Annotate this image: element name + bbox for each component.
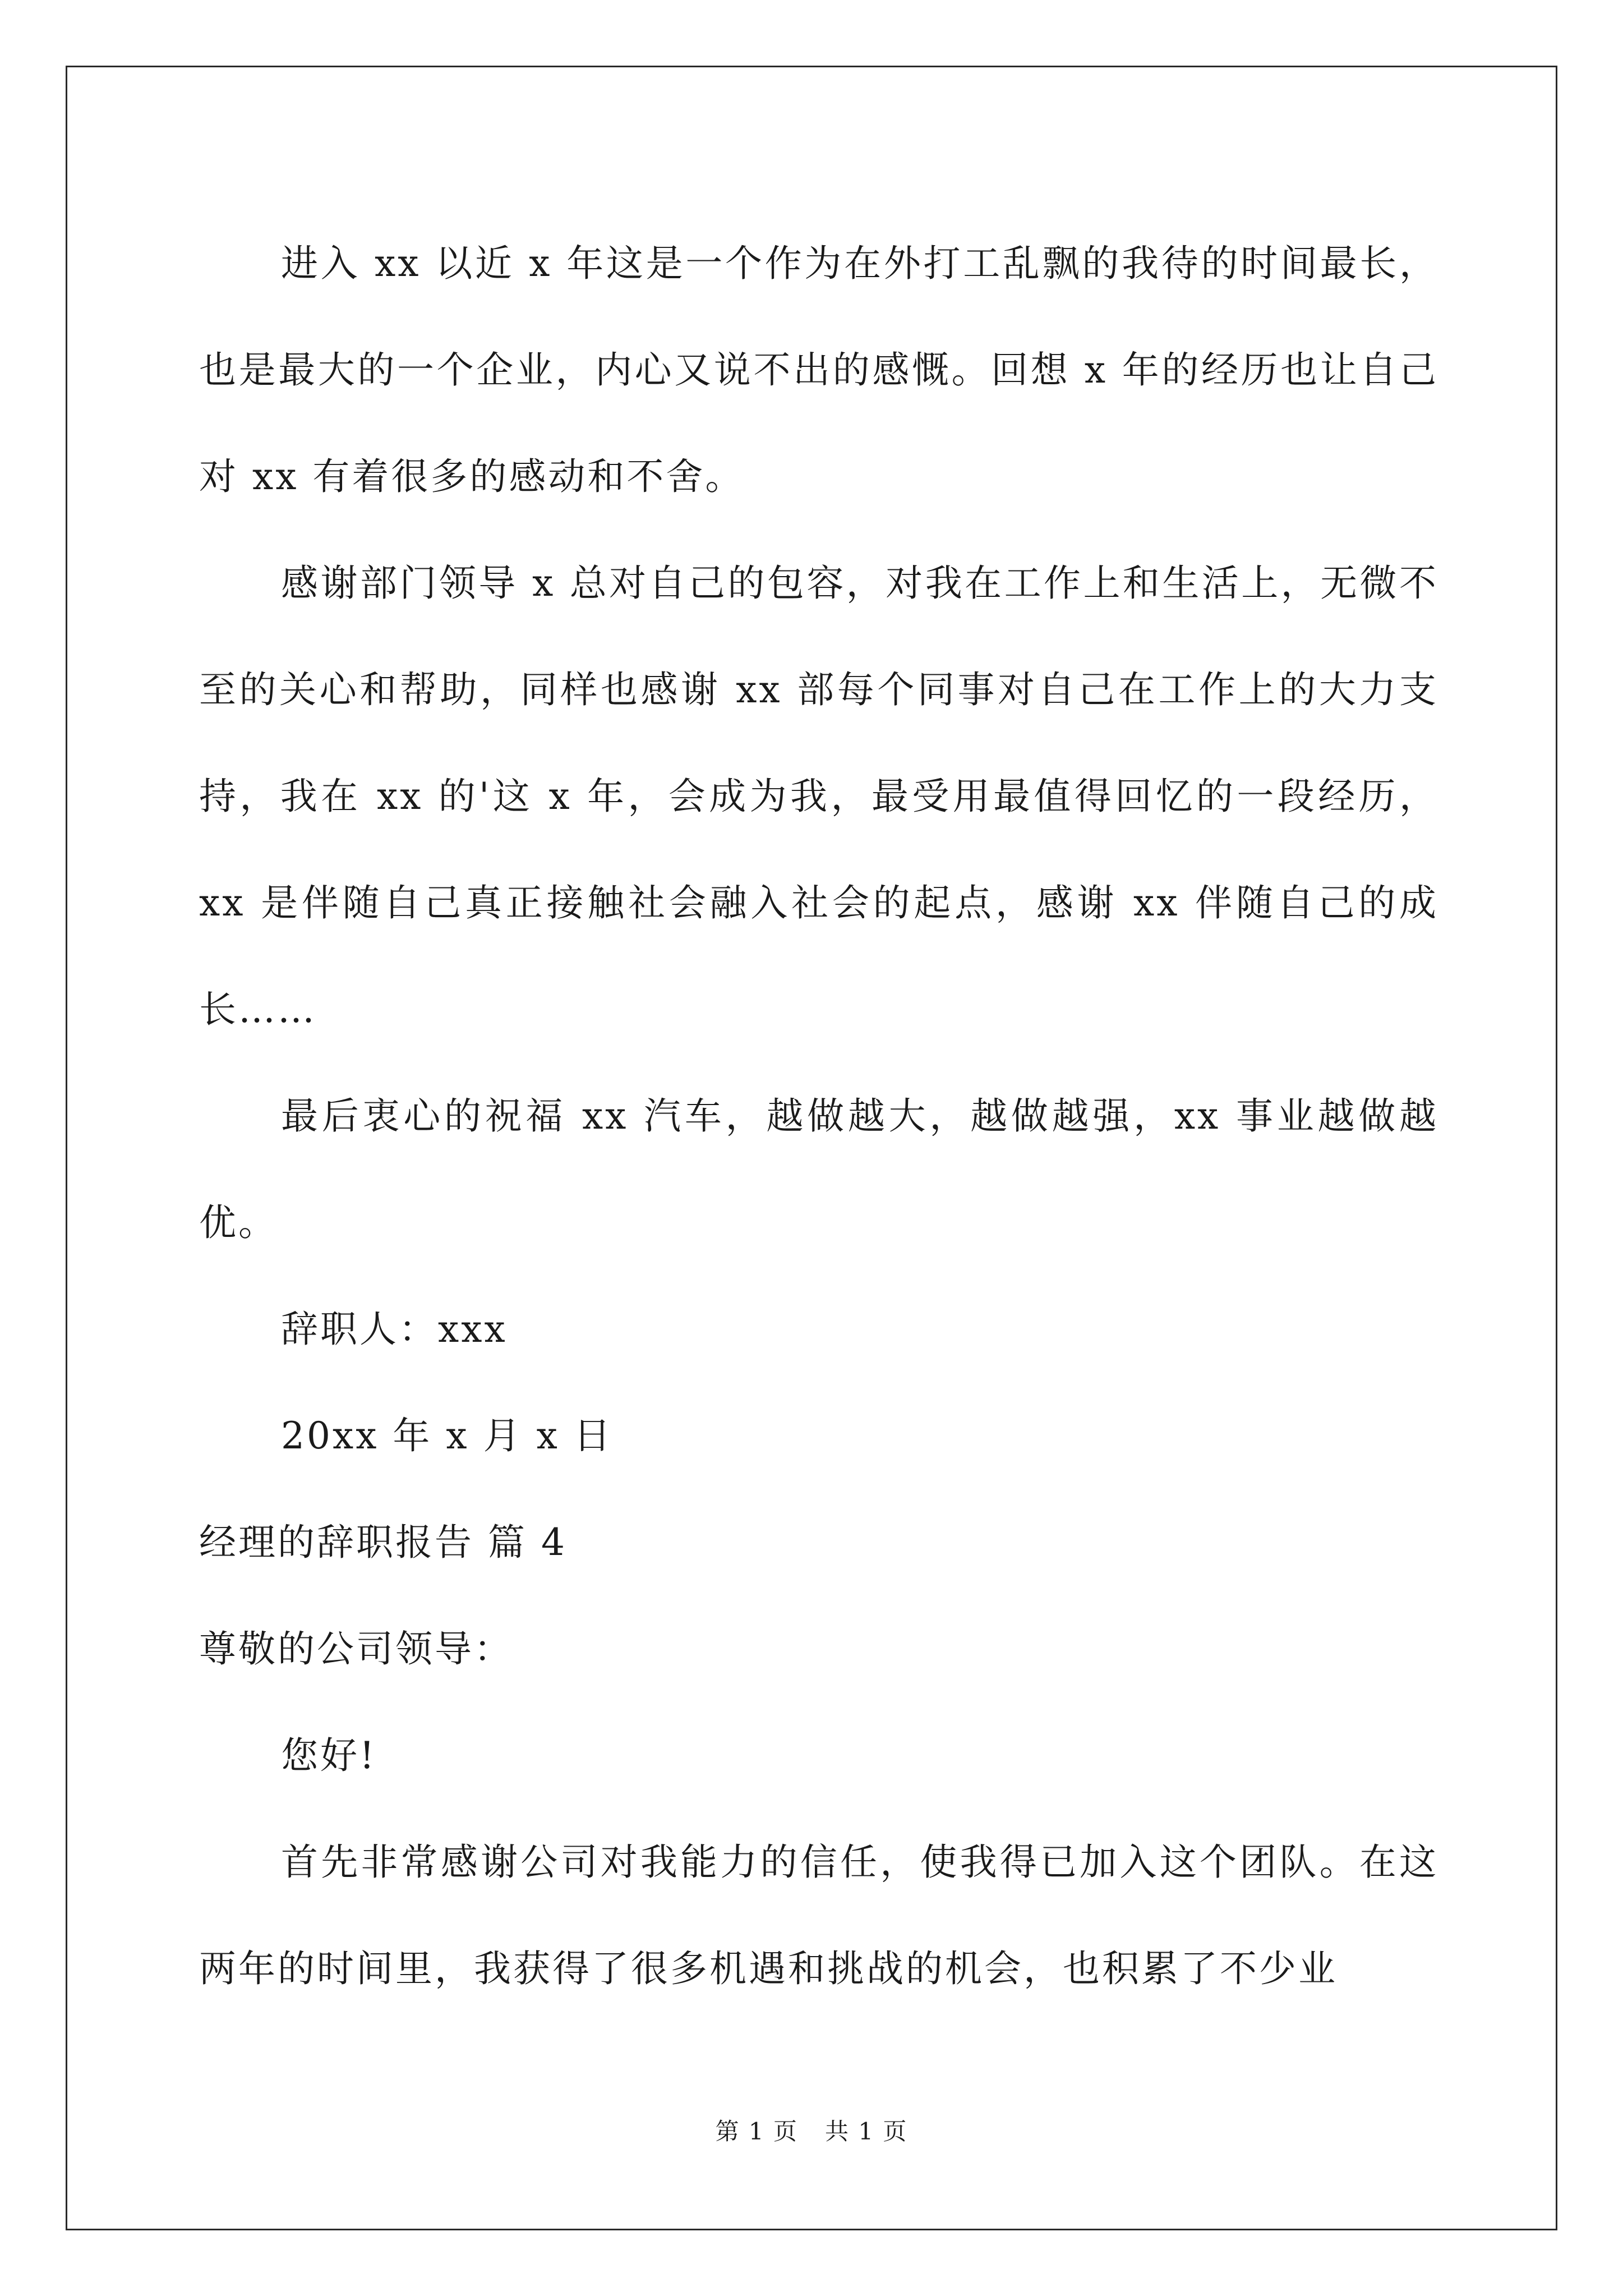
signature-line: 辞职人：xxx [281, 1308, 508, 1351]
section-heading: 经理的辞职报告 篇 4 [199, 1521, 567, 1564]
greeting: 您好! [281, 1734, 377, 1777]
paragraph-thanks: 感谢部门领导 x 总对自己的包容，对我在工作上和生活上，无微不至的关心和帮助，同样也感谢 xx 部每个同事对自己在工作上的大力支持，我在 xx 的'这 x 年，会成为我，最受用最值得回忆的一段经历，xx 是伴随自己真正接触社会融入社会的起点，感谢 xx 伴随自己的成长…… [199, 562, 1438, 1031]
page-number: 第 1 页 [715, 2118, 798, 2145]
paragraph-opening: 首先非常感谢公司对我能力的信任，使我得已加入这个团队。在这两年的时间里，我获得了很多机遇和挑战的机会，也积累了不少业 [199, 1841, 1438, 1990]
paragraph-wishes: 最后衷心的祝福 xx 汽车，越做越大，越做越强，xx 事业越做越优。 [199, 1094, 1438, 1244]
paragraph-tenure: 进入 xx 以近 x 年这是一个作为在外打工乱飘的我待的时间最长，也是最大的一个企业，内心又说不出的感慨。回想 x 年的经历也让自己对 xx 有着很多的感动和不舍。 [199, 242, 1438, 498]
salutation: 尊敬的公司领导： [199, 1627, 513, 1671]
page-footer [0, 2115, 1623, 2148]
date-line: 20xx 年 x 月 x 日 [281, 1414, 613, 1457]
document-body [199, 210, 1438, 2022]
page-total: 共 1 页 [825, 2118, 908, 2145]
